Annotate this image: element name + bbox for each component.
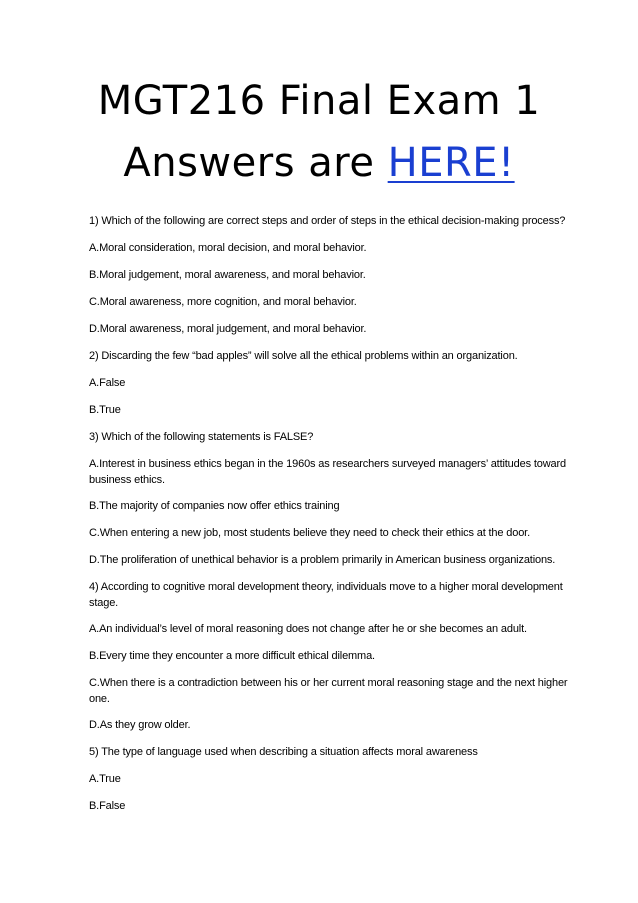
- q4-option-b: B.Every time they encounter a more difficult ethical dilemma.: [89, 650, 375, 662]
- q2-option-a: A.False: [89, 377, 126, 389]
- answers-link[interactable]: HERE!: [387, 140, 515, 186]
- q3-option-a: A.Interest in business ethics began in the 1960s as researchers surveyed managers’ attitudes toward business ethics.: [89, 458, 566, 486]
- q1-option-b: B.Moral judgement, moral awareness, and moral behavior.: [89, 269, 366, 281]
- page-title: MGT216 Final Exam 1: [97, 78, 541, 124]
- question-2: 2) Discarding the few “bad apples” will solve all the ethical problems within an organization.: [89, 350, 518, 362]
- q4-option-d: D.As they grow older.: [89, 719, 191, 731]
- q4-option-a: A.An individual’s level of moral reasoning does not change after he or she becomes an adult.: [89, 623, 527, 635]
- q3-option-b: B.The majority of companies now offer ethics training: [89, 500, 340, 512]
- q1-option-a: A.Moral consideration, moral decision, and moral behavior.: [89, 242, 367, 254]
- q5-option-a: A.True: [89, 773, 121, 785]
- exam-content: [89, 213, 589, 825]
- question-1: 1) Which of the following are correct steps and order of steps in the ethical decision-making process?: [89, 215, 566, 227]
- q1-option-d: D.Moral awareness, moral judgement, and moral behavior.: [89, 323, 367, 335]
- q2-option-b: B.True: [89, 404, 121, 416]
- q5-option-b: B.False: [89, 800, 126, 812]
- question-4: 4) According to cognitive moral development theory, individuals move to a higher moral development stage.: [89, 581, 563, 609]
- subtitle-text: Answers are: [123, 140, 388, 186]
- question-3: 3) Which of the following statements is FALSE?: [89, 431, 314, 443]
- q4-option-c: C.When there is a contradiction between his or her current moral reasoning stage and the next higher one.: [89, 677, 568, 705]
- q1-option-c: C.Moral awareness, more cognition, and moral behavior.: [89, 296, 357, 308]
- q3-option-d: D.The proliferation of unethical behavior is a problem primarily in American business organizations.: [89, 554, 556, 566]
- q3-option-c: C.When entering a new job, most students believe they need to check their ethics at the door.: [89, 527, 530, 539]
- page-subtitle: [0, 139, 638, 187]
- question-5: 5) The type of language used when describing a situation affects moral awareness: [89, 746, 478, 758]
